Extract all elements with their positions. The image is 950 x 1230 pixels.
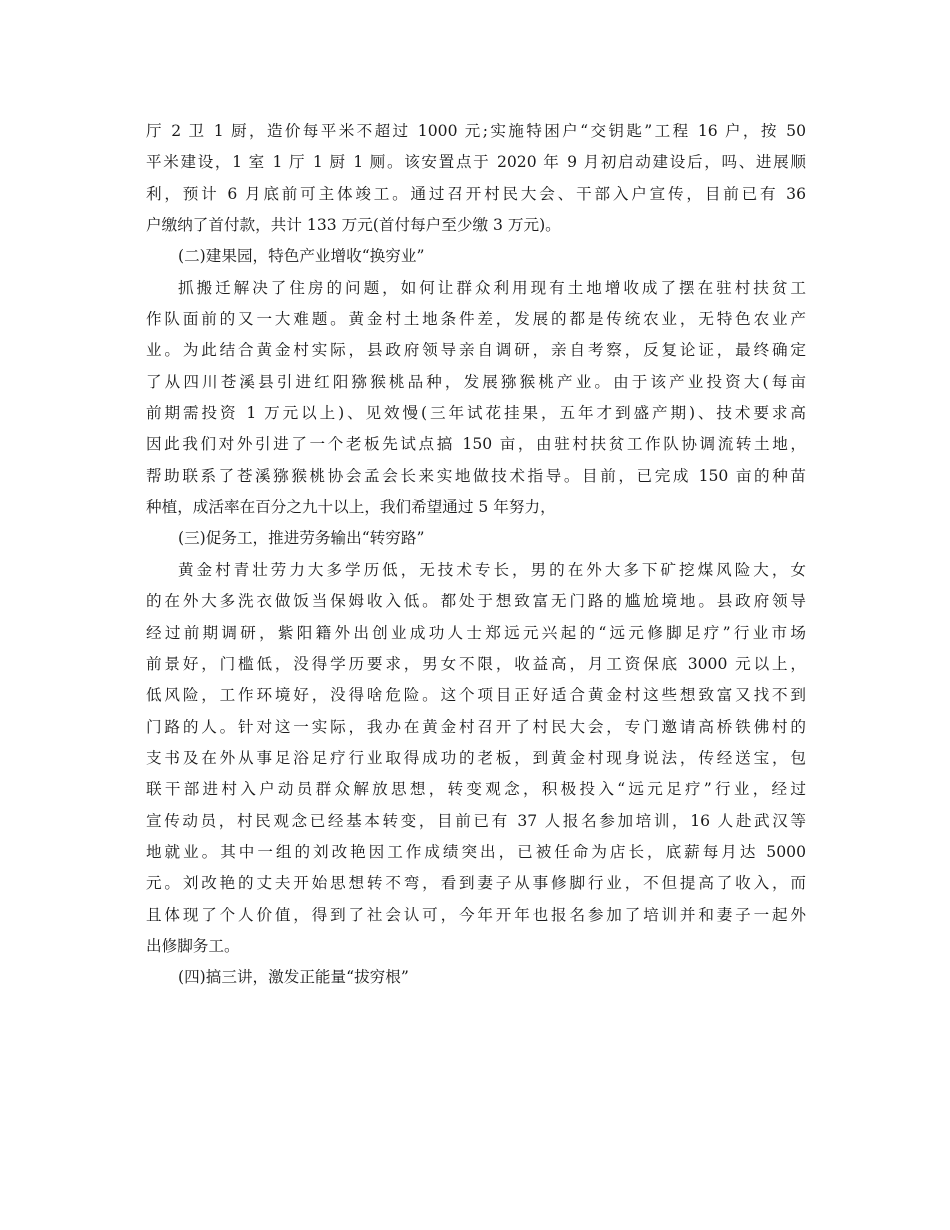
document-body [146, 116, 806, 994]
text-line: 联干部进村入户动员群众解放思想，转变观念，积极投入“远元足疗”行业，经过 [146, 780, 806, 799]
text-line: 帮助联系了苍溪猕猴桃协会孟会长来实地做技术指导。目前，已完成 150 亩的种苗 [146, 466, 806, 485]
text-line: 出修脚务工。 [146, 936, 240, 955]
text-line: 黄金村青壮劳力大多学历低，无技术专长，男的在外大多下矿挖煤风险大，女 [178, 560, 806, 579]
text-line: 种植，成活率在百分之九十以上，我们希望通过 5 年努力， [146, 498, 556, 517]
text-line: 抓搬迁解决了住房的问题，如何让群众利用现有土地增收成了摆在驻村扶贫工 [178, 278, 806, 297]
text-line: 户缴纳了首付款，共计 133 万元(首付每户至少缴 3 万元)。 [146, 216, 561, 235]
text-line: 门路的人。针对这一实际，我办在黄金村召开了村民大会，专门邀请高桥铁佛村的 [146, 717, 806, 736]
text-line: 元。刘改艳的丈夫开始思想转不弯，看到妻子从事修脚行业，不但提高了收入，而 [146, 874, 806, 893]
text-line: 因此我们对外引进了一个老板先试点搞 150 亩，由驻村扶贫工作队协调流转土地， [146, 435, 806, 454]
text-line: 且体现了个人价值，得到了社会认可，今年开年也报名参加了培训并和妻子一起外 [146, 905, 806, 924]
text-line: 低风险，工作环境好，没得啥危险。这个项目正好适合黄金村这些想致富又找不到 [146, 686, 806, 705]
text-line: 地就业。其中一组的刘改艳因工作成绩突出，已被任命为店长，底薪每月达 5000 [146, 842, 806, 861]
text-line: 经过前期调研，紫阳籍外出创业成功人士郑远元兴起的“远元修脚足疗”行业市场 [146, 623, 806, 642]
text-line: 业。为此结合黄金村实际，县政府领导亲自调研，亲自考察，反复论证，最终确定 [146, 341, 806, 360]
section-heading: (四)搞三讲，激发正能量“拔穷根” [178, 968, 409, 987]
text-line: 宣传动员，村民观念已经基本转变，目前已有 37 人报名参加培训，16 人赴武汉等 [146, 811, 806, 830]
section-heading: (二)建果园，特色产业增收“换穷业” [178, 247, 425, 266]
text-line: 前景好，门槛低，没得学历要求，男女不限，收益高，月工资保底 3000 元以上， [146, 654, 806, 673]
text-line: 平米建设，1 室 1 厅 1 厨 1 厕。该安置点于 2020 年 9 月初启动建设后，吗、进展顺 [146, 153, 806, 172]
text-line: 了从四川苍溪县引进红阳猕猴桃品种，发展猕猴桃产业。由于该产业投资大(每亩 [146, 372, 806, 391]
text-line: 厅 2 卫 1 厨，造价每平米不超过 1000 元;实施特困户“交钥匙”工程 16 户，按 50 [146, 122, 806, 140]
section-heading: (三)促务工，推进劳务输出“转穷路” [178, 529, 425, 548]
text-line: 支书及在外从事足浴足疗行业取得成功的老板，到黄金村现身说法，传经送宝，包 [146, 748, 806, 767]
text-line: 利，预计 6 月底前可主体竣工。通过召开村民大会、干部入户宣传，目前已有 36 [146, 184, 806, 203]
text-line: 作队面前的又一大难题。黄金村土地条件差，发展的都是传统农业，无特色农业产 [146, 310, 806, 329]
text-line: 的在外大多洗衣做饭当保姆收入低。都处于想致富无门路的尴尬境地。县政府领导 [146, 592, 806, 611]
text-line: 前期需投资 1 万元以上)、见效慢(三年试花挂果，五年才到盛产期)、技术要求高 [146, 404, 806, 423]
